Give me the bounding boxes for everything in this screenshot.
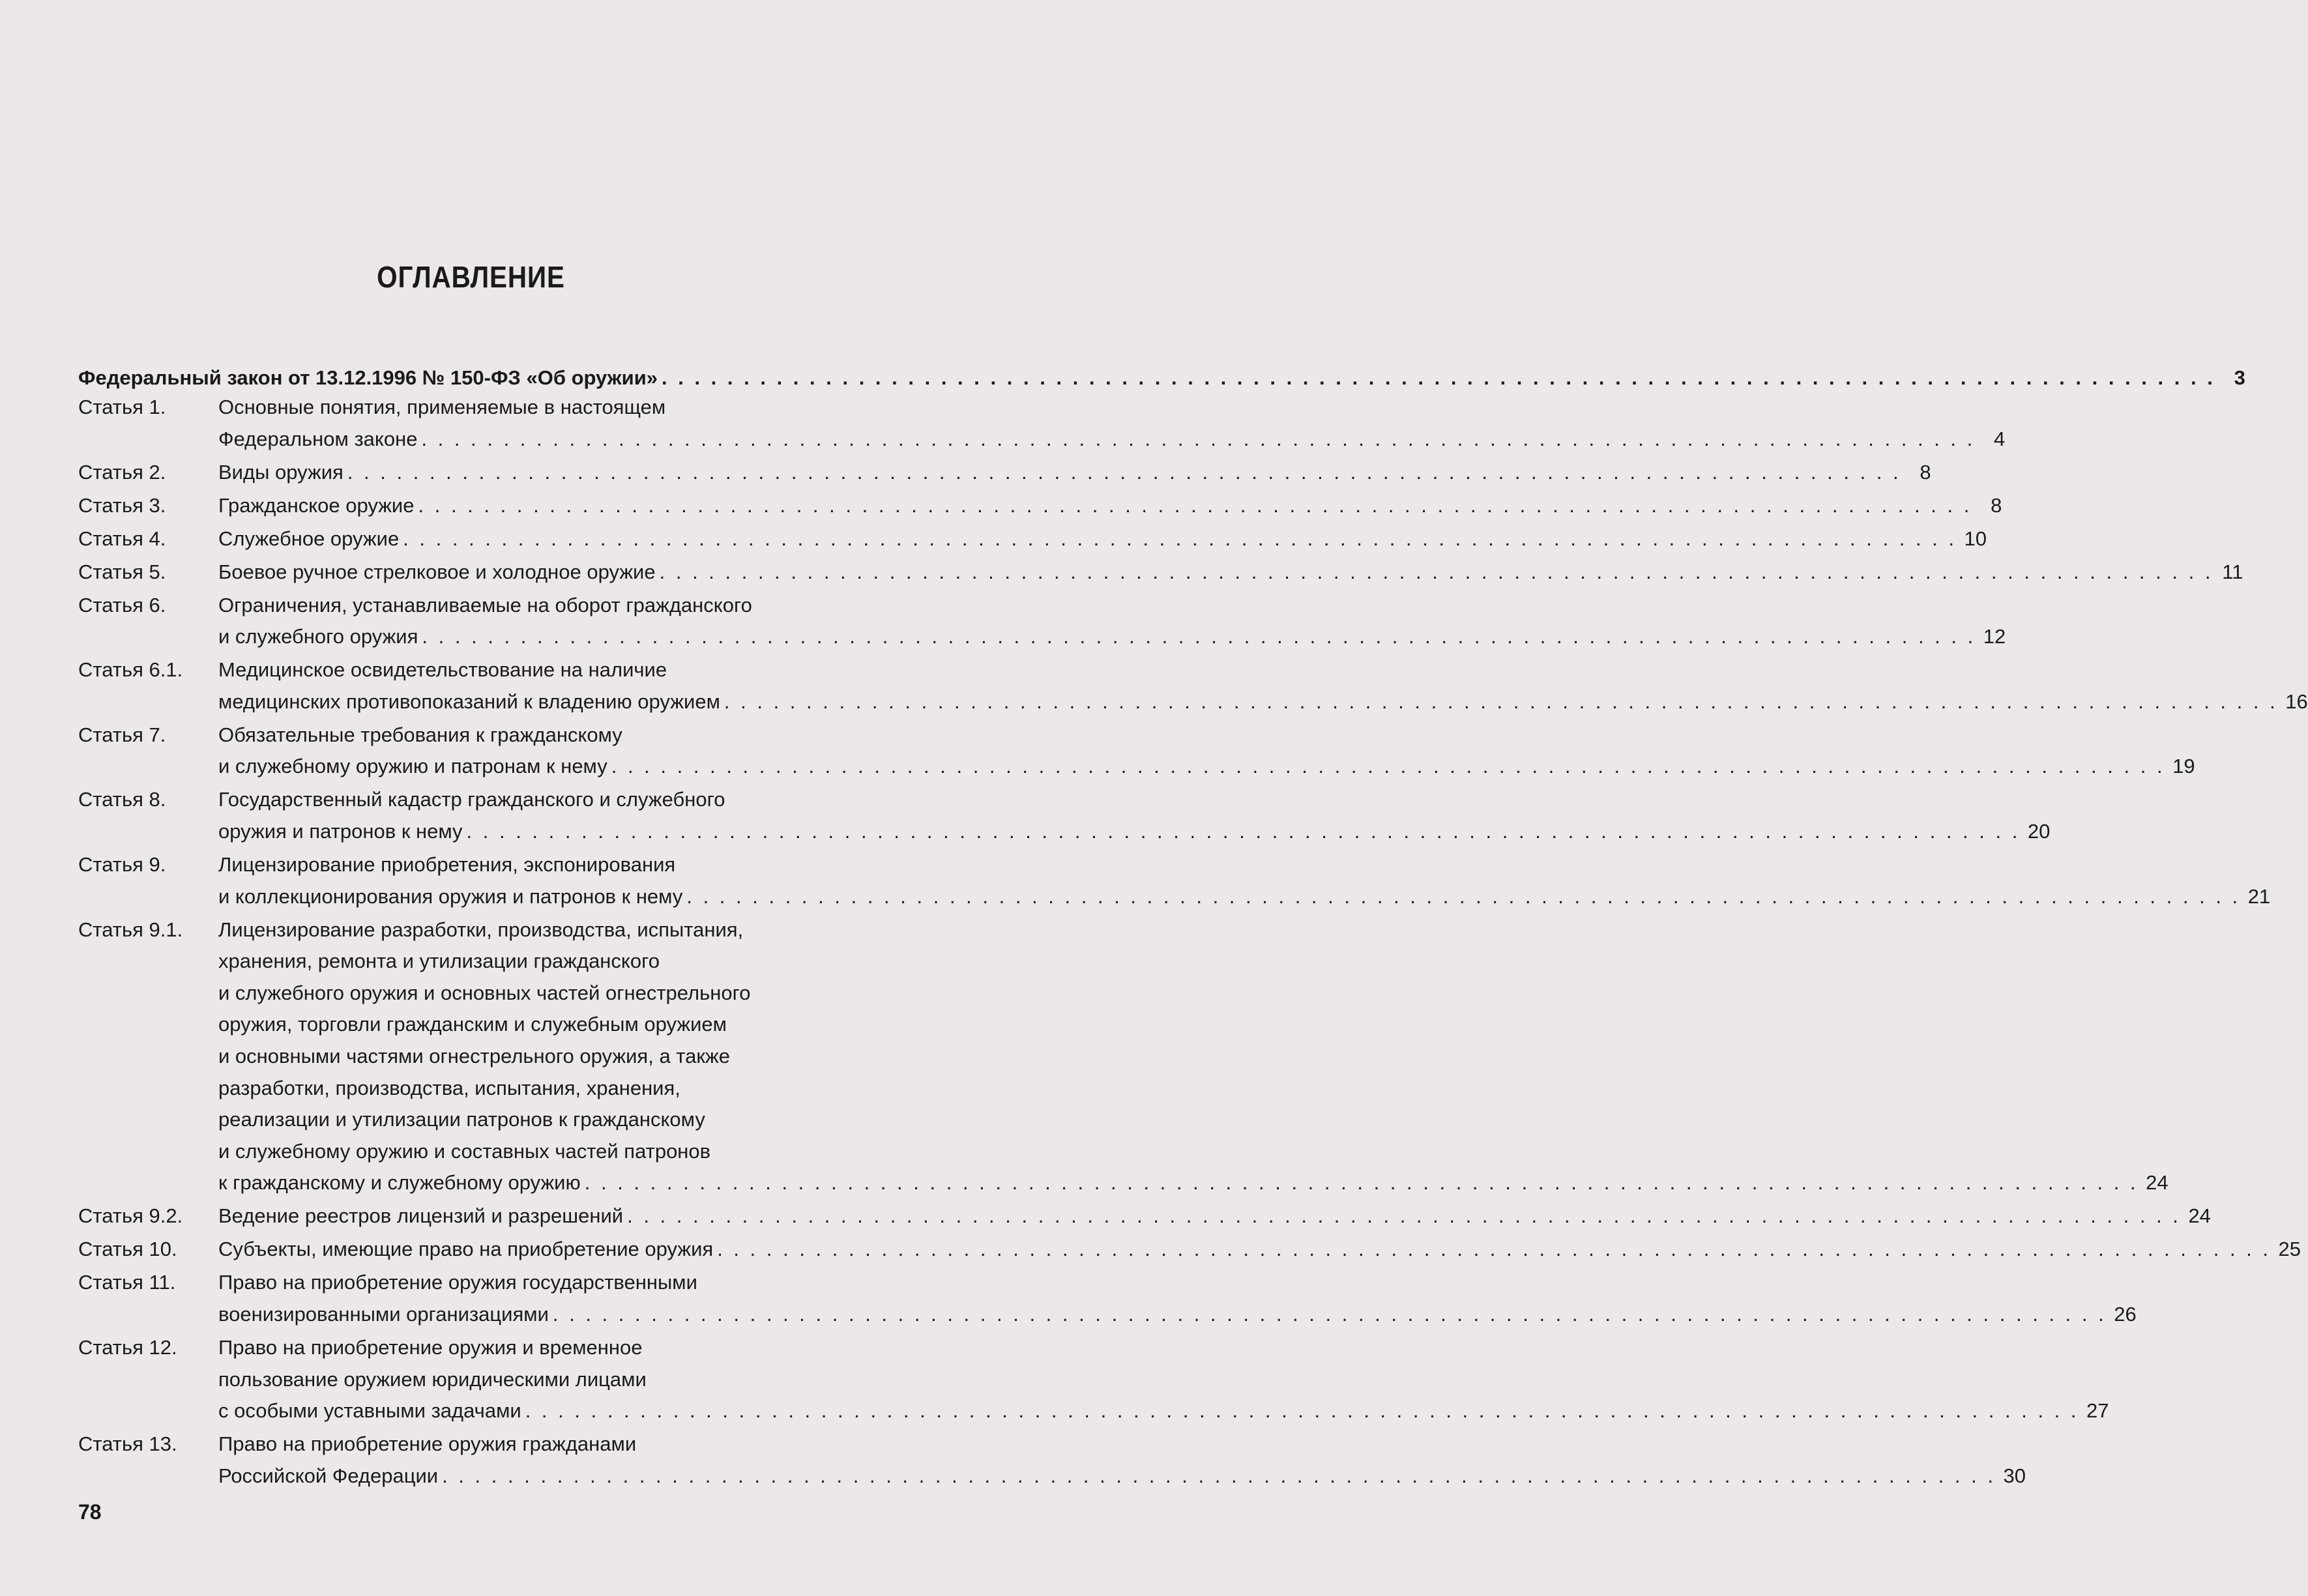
toc-entry-line xyxy=(78,753,2195,779)
toc-entry-text: и основными частями огнестрельного оружия, а также xyxy=(218,1045,730,1067)
article-label: Статья 1. xyxy=(78,396,166,418)
leader-dots: . . . . . . . . . . . . . . . . . . . . . . . . . . . . . . . . . . . . . . . . . . . . . . . . . . . . . . . . . . . . . . . . . . . . . . . . . . . . . . . . . . . . . . . . . . . . . . . xyxy=(659,560,2213,583)
toc-dotted-line xyxy=(218,753,2195,779)
toc-dotted-line xyxy=(218,559,2243,585)
article-label: Статья 12. xyxy=(78,1336,177,1359)
toc-entry-line xyxy=(78,819,2051,845)
toc-page-number: 19 xyxy=(2172,755,2195,778)
toc-dotted-line xyxy=(218,1236,2301,1262)
toc-entry-text: Боевое ручное стрелковое и холодное оружие xyxy=(218,560,656,583)
toc-entry-text: Право на приобретение оружия государственными xyxy=(218,1271,697,1294)
toc-dotted-line xyxy=(218,493,2002,519)
toc-dotted-line xyxy=(218,1463,2026,1489)
leader-dots: . . . . . . . . . . . . . . . . . . . . . . . . . . . . . . . . . . . . . . . . . . . . . . . . . . . . . . . . . . . . . . . . . . . . . . . . . . . . . . . . . . . . . . . . . . . . . . . xyxy=(611,755,2165,778)
toc-entry-line xyxy=(78,592,877,618)
toc-entry-line xyxy=(78,657,877,683)
article-label: Статья 6. xyxy=(78,593,166,617)
toc-heading xyxy=(78,365,2245,391)
toc-dotted-line xyxy=(218,884,2271,910)
toc-entry-line xyxy=(78,1170,2169,1196)
toc-entry-line xyxy=(78,1398,2109,1424)
article-label: Статья 8. xyxy=(78,788,166,811)
toc-entry-line xyxy=(78,1301,2137,1328)
toc-entry-line xyxy=(78,1463,2026,1489)
toc-entry-line xyxy=(78,624,2006,650)
toc-page-number: 21 xyxy=(2247,884,2271,908)
leader-dots: . . . . . . . . . . . . . . . . . . . . . . . . . . . . . . . . . . . . . . . . . . . . . . . . . . . . . . . . . . . . . . . . . . . . . . . . . . . . . . . . . . . . . . . . . . . . . . . xyxy=(717,1238,2271,1261)
toc-page-number: 25 xyxy=(2278,1238,2301,1261)
article-label: Статья 7. xyxy=(78,723,166,746)
toc-entry-line xyxy=(78,1236,2301,1262)
toc-page-number: 11 xyxy=(2222,560,2243,583)
toc-entry-line xyxy=(78,493,2002,519)
toc-entry-line xyxy=(78,559,2243,585)
toc-page-number: 10 xyxy=(1964,527,1987,550)
toc-entry-text: Государственный кадастр гражданского и служебного xyxy=(218,788,725,811)
leader-dots: . . . . . . . . . . . . . . . . . . . . . . . . . . . . . . . . . . . . . . . . . . . . . . . . . . . . . . . . . . . . . . . . . . . . . . . . . . . . . . . . . . . . . . . . . . . . . . . xyxy=(466,820,2021,843)
toc-entry-text: к гражданскому и служебному оружию xyxy=(218,1171,581,1195)
toc-entry-text: и служебного оружия и основных частей огнестрельного xyxy=(218,981,751,1004)
toc-dotted-line xyxy=(218,819,2051,845)
toc-entry-text: медицинских противопоказаний к владению оружием xyxy=(218,689,720,713)
leader-dots: . . . . . . . . . . . . . . . . . . . . . . . . . . . . . . . . . . . . . . . . . . . . . . . . . . . . . . . . . . . . . . . . . . . . . . . . . . . . . . . . . . . . . . . . . . . . . . . xyxy=(552,1303,2107,1326)
toc-entry-line xyxy=(78,1270,877,1296)
toc-page-number: 24 xyxy=(2188,1204,2211,1228)
page-title: ОГЛАВЛЕНИЕ xyxy=(377,260,565,294)
toc-entry-line xyxy=(78,1011,877,1037)
toc-dotted-line xyxy=(218,1170,2169,1196)
toc-page-number: 20 xyxy=(2027,820,2051,843)
leader-dots: . . . . . . . . . . . . . . . . . . . . . . . . . . . . . . . . . . . . . . . . . . . . . . . . . . . . . . . . . . . . . . . . . . . . . . . . . . . . . . . . . . . . . . . . . . . . . . . xyxy=(421,427,1976,450)
toc-entry-line xyxy=(78,884,2271,910)
page-number: 78 xyxy=(78,1500,102,1524)
toc-entry-text: Федеральный закон от 13.12.1996 № 150-ФЗ «Об оружии» xyxy=(78,366,658,389)
article-label: Статья 2. xyxy=(78,460,166,484)
toc-entry-line xyxy=(78,1075,877,1101)
leader-dots: . . . . . . . . . . . . . . . . . . . . . . . . . . . . . . . . . . . . . . . . . . . . . . . . . . . . . . . . . . . . . . . . . . . . . . . . . . . . . . . . . . . . . . . . . . . . . . . xyxy=(442,1464,1996,1487)
toc-entry-text: Служебное оружие xyxy=(218,527,400,550)
toc-entry-line xyxy=(78,852,877,878)
leader-dots: . . . . . . . . . . . . . . . . . . . . . . . . . . . . . . . . . . . . . . . . . . . . . . . . . . . . . . . . . . . . . . . . . . . . . . . . . . . . . . . . . . . . . . . . . . . . . . . xyxy=(584,1171,2139,1195)
toc-dotted-line xyxy=(218,1301,2137,1328)
leader-dots: . . . . . . . . . . . . . . . . . . . . . . . . . . . . . . . . . . . . . . . . . . . . . . . . . . . . . . . . . . . . . . . . . . . . . . . . . . . . . . . . . . . . . . . . . . . . . . . xyxy=(418,493,1972,517)
leader-dots: . . . . . . . . . . . . . . . . . . . . . . . . . . . . . . . . . . . . . . . . . . . . . . . . . . . . . . . . . . . . . . . . . . . . . . . . . . . . . . . . . . . . . . . . . . . . . . . xyxy=(347,460,1901,484)
toc-entry-text: Виды оружия xyxy=(218,460,343,484)
article-label: Статья 10. xyxy=(78,1238,177,1261)
article-label: Статья 6.1. xyxy=(78,658,183,682)
toc-dotted-line xyxy=(78,365,2245,391)
toc-entry-line xyxy=(78,917,877,943)
toc-entry-text: Лицензирование разработки, производства, испытания, xyxy=(218,918,744,941)
toc-entry-text: Право на приобретение оружия и временное xyxy=(218,1336,643,1359)
article-label: Статья 3. xyxy=(78,493,166,517)
toc-entry-text: Ограничения, устанавливаемые на оборот гражданского xyxy=(218,593,752,617)
toc-page-number: 27 xyxy=(2086,1399,2109,1423)
toc-entry-line xyxy=(78,426,2006,452)
toc-entry-line xyxy=(78,689,2308,715)
toc-entry-line xyxy=(78,394,877,420)
toc-entry-text: Федеральном законе xyxy=(218,427,418,450)
article-label: Статья 9.2. xyxy=(78,1204,183,1228)
toc-dotted-line xyxy=(218,426,2006,452)
toc-entry-text: и служебного оружия xyxy=(218,625,418,648)
toc-entry-line xyxy=(78,1107,877,1133)
toc-dotted-line xyxy=(218,526,1987,552)
toc-entry-text: хранения, ремонта и утилизации гражданского xyxy=(218,950,660,973)
toc-entry-line xyxy=(78,526,1987,552)
toc-entry-line xyxy=(78,1431,877,1457)
leader-dots: . . . . . . . . . . . . . . . . . . . . . . . . . . . . . . . . . . . . . . . . . . . . . . . . . . . . . . . . . . . . . . . . . . . . . . . . . . . . . . . . . . . . . . . . . . . . . . . xyxy=(422,625,1976,648)
leader-dots: . . . . . . . . . . . . . . . . . . . . . . . . . . . . . . . . . . . . . . . . . . . . . . . . . . . . . . . . . . . . . . . . . . . . . . . . . . . . . . . . . . . . . . . . . . . . . . . xyxy=(662,366,2215,389)
toc-entry-text: военизированными организациями xyxy=(218,1303,549,1326)
article-label: Статья 9. xyxy=(78,853,166,876)
toc-page-number: 3 xyxy=(2234,366,2245,389)
toc-entry-line xyxy=(78,1203,2211,1229)
article-label: Статья 5. xyxy=(78,560,166,583)
toc-page-number: 30 xyxy=(2003,1464,2026,1487)
toc-dotted-line xyxy=(218,1203,2211,1229)
toc-dotted-line xyxy=(218,689,2308,715)
toc-entry-text: и коллекционирования оружия и патронов к нему xyxy=(218,884,683,908)
leader-dots: . . . . . . . . . . . . . . . . . . . . . . . . . . . . . . . . . . . . . . . . . . . . . . . . . . . . . . . . . . . . . . . . . . . . . . . . . . . . . . . . . . . . . . . . . . . . . . . xyxy=(686,884,2241,908)
toc-page-number: 26 xyxy=(2114,1303,2137,1326)
leader-dots: . . . . . . . . . . . . . . . . . . . . . . . . . . . . . . . . . . . . . . . . . . . . . . . . . . . . . . . . . . . . . . . . . . . . . . . . . . . . . . . . . . . . . . . . . . . . . . . xyxy=(627,1204,2181,1228)
toc-entry-text: Медицинское освидетельствование на наличие xyxy=(218,658,667,682)
toc-entry-line xyxy=(78,722,877,748)
toc-entry-text: Российской Федерации xyxy=(218,1464,439,1487)
toc-entry-text: разработки, производства, испытания, хранения, xyxy=(218,1076,680,1099)
toc-entry-text: Обязательные требования к гражданскому xyxy=(218,723,622,746)
toc-page-number: 8 xyxy=(1991,493,2002,517)
toc-entry-text: оружия и патронов к нему xyxy=(218,820,463,843)
toc-dotted-line xyxy=(218,1398,2109,1424)
toc-entry-text: реализации и утилизации патронов к гражданскому xyxy=(218,1108,705,1131)
toc-entry-text: Гражданское оружие xyxy=(218,493,415,517)
toc-entry-line xyxy=(78,1139,877,1165)
toc-entry-text: и служебному оружию и составных частей патронов xyxy=(218,1139,711,1163)
toc-page-number: 16 xyxy=(2285,689,2308,713)
leader-dots: . . . . . . . . . . . . . . . . . . . . . . . . . . . . . . . . . . . . . . . . . . . . . . . . . . . . . . . . . . . . . . . . . . . . . . . . . . . . . . . . . . . . . . . . . . . . . . . xyxy=(403,527,1957,550)
toc-entry-line xyxy=(78,787,877,813)
article-label: Статья 9.1. xyxy=(78,918,183,941)
toc-page-number: 8 xyxy=(1920,460,1931,484)
toc-entry-text: пользование оружием юридическими лицами xyxy=(218,1367,647,1391)
toc-entry-text: Субъекты, имеющие право на приобретение оружия xyxy=(218,1238,714,1261)
leader-dots: . . . . . . . . . . . . . . . . . . . . . . . . . . . . . . . . . . . . . . . . . . . . . . . . . . . . . . . . . . . . . . . . . . . . . . . . . . . . . . . . . . . . . . . . . . . . . . . xyxy=(525,1399,2079,1423)
toc-dotted-line xyxy=(218,624,2006,650)
article-label: Статья 11. xyxy=(78,1271,176,1294)
article-label: Статья 4. xyxy=(78,527,166,550)
article-label: Статья 13. xyxy=(78,1432,177,1456)
toc-entry-line xyxy=(78,459,1931,486)
toc-entry-text: Лицензирование приобретения, экспонирования xyxy=(218,853,676,876)
toc-page-number: 24 xyxy=(2146,1171,2169,1195)
toc-entry-text: Право на приобретение оружия гражданами xyxy=(218,1432,637,1456)
leader-dots: . . . . . . . . . . . . . . . . . . . . . . . . . . . . . . . . . . . . . . . . . . . . . . . . . . . . . . . . . . . . . . . . . . . . . . . . . . . . . . . . . . . . . . . . . . . . . . . xyxy=(723,689,2278,713)
toc-entry-text: и служебному оружию и патронам к нему xyxy=(218,755,607,778)
toc-page-number: 4 xyxy=(1994,427,2006,450)
toc-entry-text: Ведение реестров лицензий и разрешений xyxy=(218,1204,624,1228)
toc-entry-line xyxy=(78,1367,877,1393)
toc-entry-text: с особыми уставными задачами xyxy=(218,1399,521,1423)
toc-entry-line xyxy=(78,1335,877,1361)
toc-dotted-line xyxy=(218,459,1931,486)
toc-page-number: 12 xyxy=(1983,625,2006,648)
toc-entry-text: Основные понятия, применяемые в настоящем xyxy=(218,396,666,418)
toc-entry-text: оружия, торговли гражданским и служебным оружием xyxy=(218,1013,727,1036)
toc-entry-line xyxy=(78,980,877,1006)
toc-entry-line xyxy=(78,1043,877,1069)
toc-entry-line xyxy=(78,948,877,974)
